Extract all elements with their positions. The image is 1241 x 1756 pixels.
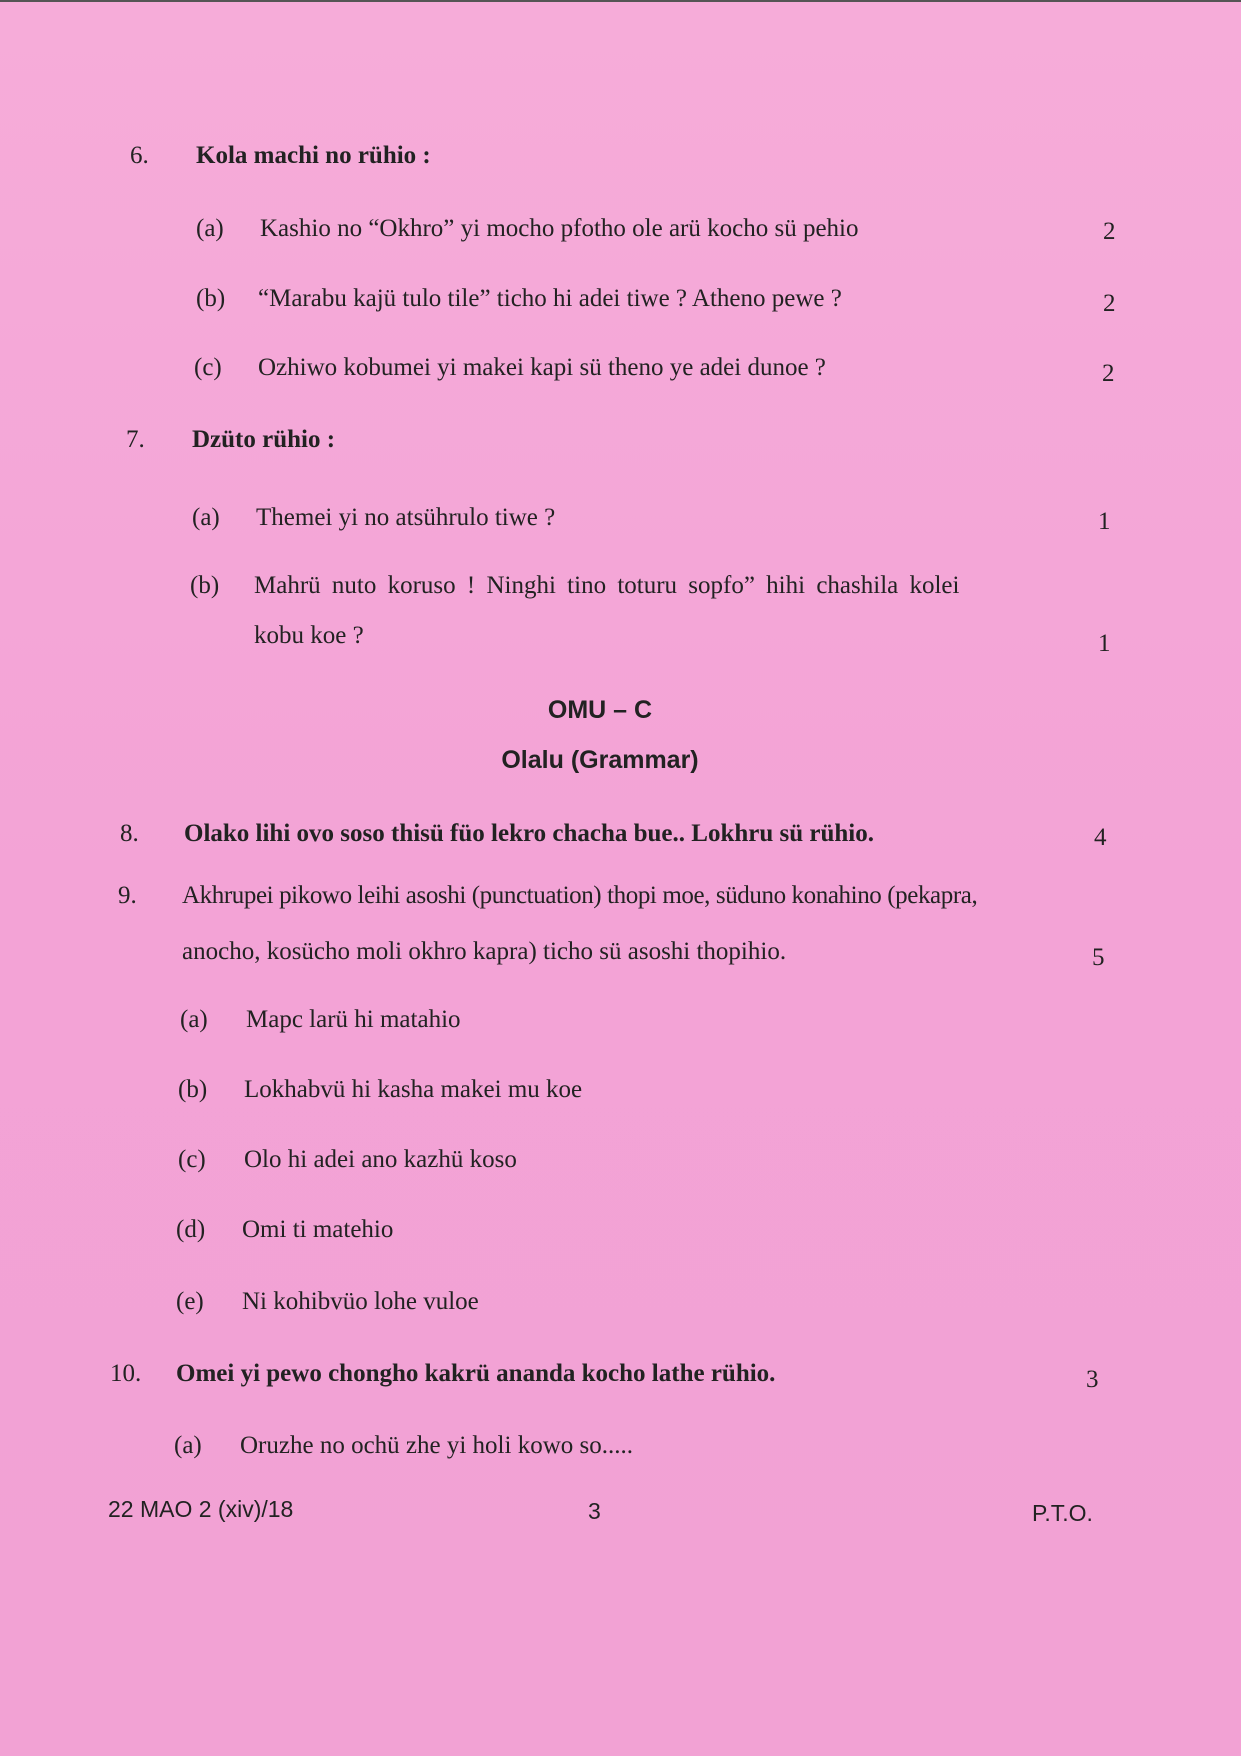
q6-title: Kola machi no rühio :: [196, 142, 431, 169]
q7a-label: (a): [192, 504, 220, 531]
q9b-text: Lokhabvü hi kasha makei mu koe: [244, 1076, 583, 1103]
pto-label: P.T.O.: [1032, 1500, 1093, 1526]
section-subheading: Olalu (Grammar): [501, 746, 699, 774]
paper-code: 22 MAO 2 (xiv)/18: [108, 1496, 294, 1522]
q7-title: Dzüto rühio :: [192, 426, 336, 453]
q9a-text: Mapc larü hi matahio: [246, 1006, 461, 1033]
q6c-text: Ozhiwo kobumei yi makei kapi sü theno ye adei dunoe ?: [258, 354, 826, 381]
q9a-label: (a): [180, 1006, 208, 1033]
q7b-label: (b): [190, 572, 220, 599]
q6b-mark: 2: [1103, 290, 1116, 317]
q9-text-line2: anocho, kosücho moli okhro kapra) ticho sü asoshi thopihio.: [182, 938, 787, 965]
q7b-text-line2: kobu koe ?: [254, 622, 364, 649]
q10-mark: 3: [1086, 1366, 1099, 1393]
q9d-text: Omi ti matehio: [242, 1216, 394, 1243]
q7a-text: Themei yi no atsührulo tiwe ?: [256, 504, 556, 531]
q7a-mark: 1: [1098, 508, 1111, 535]
q6b-text: “Marabu kajü tulo tile” ticho hi adei tiwe ? Atheno pewe ?: [258, 285, 842, 312]
q9-mark: 5: [1092, 944, 1105, 971]
q8-text: Olako lihi ovo soso thisü füo lekro chacha bue.. Lokhru sü rühio.: [184, 820, 874, 847]
q9c-text: Olo hi adei ano kazhü koso: [244, 1146, 517, 1173]
q6c-mark: 2: [1102, 360, 1115, 387]
q10a-text: Oruzhe no ochü zhe yi holi kowo so.....: [240, 1432, 633, 1459]
q9e-label: (e): [176, 1288, 204, 1315]
q6a-mark: 2: [1103, 218, 1116, 245]
q10-text: Omei yi pewo chongho kakrü ananda kocho lathe rühio.: [176, 1360, 776, 1387]
q6-number: 6.: [130, 142, 149, 169]
q10-number: 10.: [110, 1360, 142, 1387]
page-number: 3: [588, 1498, 601, 1524]
q7b-text-line1: Mahrü nuto koruso ! Ninghi tino toturu sopfo” hihi chashila kolei: [254, 572, 960, 599]
q6c-label: (c): [194, 354, 222, 381]
q7b-mark: 1: [1098, 630, 1111, 657]
q6b-label: (b): [196, 285, 226, 312]
q9c-label: (c): [178, 1146, 206, 1173]
q9-number: 9.: [118, 882, 137, 909]
q9-text-line1: Akhrupei pikowo leihi asoshi (punctuation) thopi moe, süduno konahino (pekapra,: [182, 882, 978, 909]
q9d-label: (d): [176, 1216, 206, 1243]
section-heading: OMU – C: [547, 696, 653, 724]
q6a-text: Kashio no “Okhro” yi mocho pfotho ole arü kocho sü pehio: [260, 215, 859, 242]
q9b-label: (b): [178, 1076, 208, 1103]
q6a-label: (a): [196, 215, 224, 242]
q8-number: 8.: [120, 820, 139, 847]
q10a-label: (a): [174, 1432, 202, 1459]
q7-number: 7.: [126, 426, 145, 453]
q8-mark: 4: [1094, 824, 1107, 851]
q9e-text: Ni kohibvüo lohe vuloe: [242, 1288, 479, 1315]
